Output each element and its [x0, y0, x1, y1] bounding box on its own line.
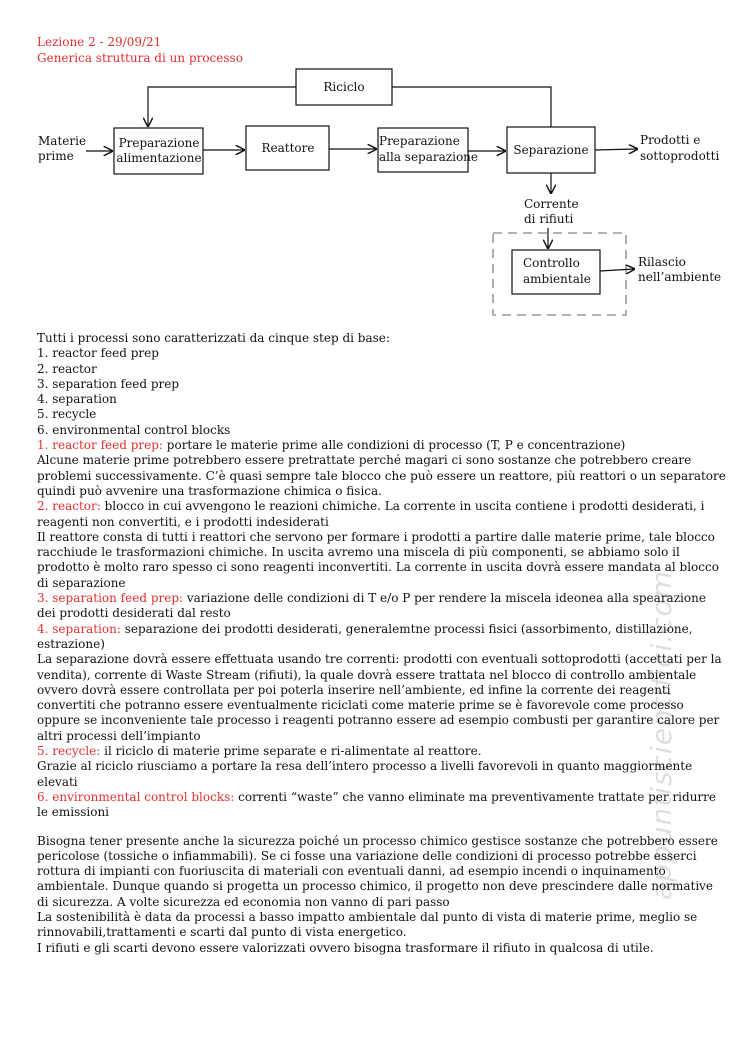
sustainability-paragraph: La sostenibilità è data da processi a basso impatto ambientale dal punto di vista di materie prime, meglio se rinnovabili,trattamenti e scarti dal punto di vista energetico. [37, 909, 698, 940]
safety-paragraph: Bisogna tener presente anche la sicurezza poiché un processo chimico gestisce sostanze che potrebbero essere pericolose (tossiche o infiammabili). Se ci fosse una variazione delle condizioni di processo potrebbe esserci rottura di impianti con fuoriuscita di materiali con eventuali danni, ad esempio incendi o inquinamento ambientale. Dunque quando si progetta un processo chimico, il progetto non deve prescindere dalle normative di sicurezza. A volte sicurezza ed economia non vanno di pari passo [37, 833, 718, 909]
lesson-title: Lezione 2 - 29/09/21 [37, 35, 162, 49]
label-alimentazione: alimentazione [116, 151, 202, 165]
step2-definition: 2. reactor: blocco in cui avvengono le reazioni chimiche. La corrente in uscita contiene i prodotti desiderati, i reagenti non convertiti, e i prodotti indesiderati [37, 499, 705, 529]
arrow-to-rilascio [600, 269, 634, 271]
step-item: 3. separation feed prep [37, 376, 180, 391]
label-prime: prime [38, 149, 74, 163]
step4-definition: 4. separation: separazione dei prodotti desiderati, generalemtne processi fisici (assorbimento, distillazione, estrazione) [37, 621, 693, 651]
step-item: 5. recycle [37, 407, 97, 422]
step-item: 4. separation [37, 392, 117, 407]
step-item: 2. reactor [37, 361, 97, 376]
step6-label: 6. environmental control blocks: [37, 789, 235, 804]
label-preparazione-sep: Preparazione [379, 134, 460, 148]
label-nellambiente: nell’ambiente [638, 270, 722, 284]
intro-text: Tutti i processi sono caratterizzati da cinque step di base: [37, 331, 390, 345]
step3-definition: 3. separation feed prep: variazione delle condizioni di T e/o P per rendere la miscela ideonea alla spearazione dei prodotti desiderati dal resto [37, 591, 706, 621]
arrow-to-prodotti [595, 149, 637, 150]
step1-definition: 1. reactor feed prep: portare le materie prime alle condizioni di processo (T, P e concentrazione) [37, 438, 626, 453]
label-alla-separazione: alla separazione [379, 150, 478, 164]
step2-label: 2. reactor: [37, 499, 101, 514]
document-body [37, 331, 727, 956]
label-preparazione: Preparazione [118, 136, 200, 150]
label-di-rifiuti: di rifiuti [524, 212, 574, 226]
step5-label: 5. recycle: [37, 744, 101, 759]
watermark: appuntiscientifici.com [645, 570, 678, 900]
step6-definition: 6. environmental control blocks: correnti “waste” che vanno eliminate ma preventivamente trattate per ridurre le emissioni [37, 789, 716, 820]
label-ambientale: ambientale [523, 272, 591, 286]
step4-text: La separazione dovrà essere effettuata usando tre correnti: prodotti con eventuali sottoprodotti (accettati per la vendita), corrente di Waste Stream (rifiuti), la quale dovrà essere trattata nel blocco di controllo ambientale ovvero dovrà essere controllata per poi poterla inserire nell’ambiente, ed infine la corrente dei reagenti convertiti che potranno essere eventualmente riciclati come materie prime se è favorevole come processo oppure se inconveniente tale processo i reagenti potranno essere ad esempio combusti per garantire calore per altri processi dell’impianto [37, 652, 722, 743]
waste-paragraph: I rifiuti e gli scarti devono essere valorizzati ovvero bisogna trasformare il rifiuto in qualcosa di utile. [37, 940, 654, 955]
step4-label: 4. separation: [37, 621, 121, 636]
label-prodotti: Prodotti e [640, 133, 701, 147]
section-title: Generica struttura di un processo [37, 51, 243, 65]
label-separazione: Separazione [513, 143, 589, 157]
recycle-arrow-in [148, 87, 296, 126]
label-sottoprodotti: sottoprodotti [640, 149, 720, 163]
step1-label: 1. reactor feed prep: [37, 438, 163, 453]
recycle-line-return [392, 87, 551, 127]
label-riciclo: Riciclo [323, 80, 365, 94]
step2-text: Il reattore consta di tutti i reattori che servono per formare i prodotti a partire dalle materie prime, tale blocco racchiude le trasformazioni chimiche. In uscita avremo una miscela di più componenti, se abbiamo solo il prodotto è molto raro spesso ci sono reagenti inconvertiti. La corrente in uscita dovrà essere mandata al blocco di separazione [37, 529, 719, 590]
step5-definition: 5. recycle: il riciclo di materie prime separate e ri-alimentate al reattore. [37, 744, 482, 759]
process-diagram [0, 0, 744, 330]
step-item: 1. reactor feed prep [37, 346, 159, 361]
label-controllo: Controllo [523, 256, 580, 270]
step3-label: 3. separation feed prep: [37, 591, 184, 606]
step-item: 6. environmental control blocks [37, 422, 231, 437]
step1-text: Alcune materie prime potrebbero essere pretrattate perché magari ci sono sostanze che potrebbero creare problemi successivamente. C’è quasi sempre tale blocco che può essere un reattore, più reattori o un separatore quindi può avvenire una trasformazione chimica o fisica. [37, 453, 726, 498]
step5-text: Grazie al riciclo riusciamo a portare la resa dell’intero processo a livelli favorevoli in quanto maggiormente elevati [37, 759, 693, 789]
label-reattore: Reattore [261, 141, 315, 155]
label-corrente: Corrente [524, 197, 579, 211]
label-materie: Materie [38, 134, 87, 148]
label-rilascio: Rilascio [638, 255, 686, 269]
